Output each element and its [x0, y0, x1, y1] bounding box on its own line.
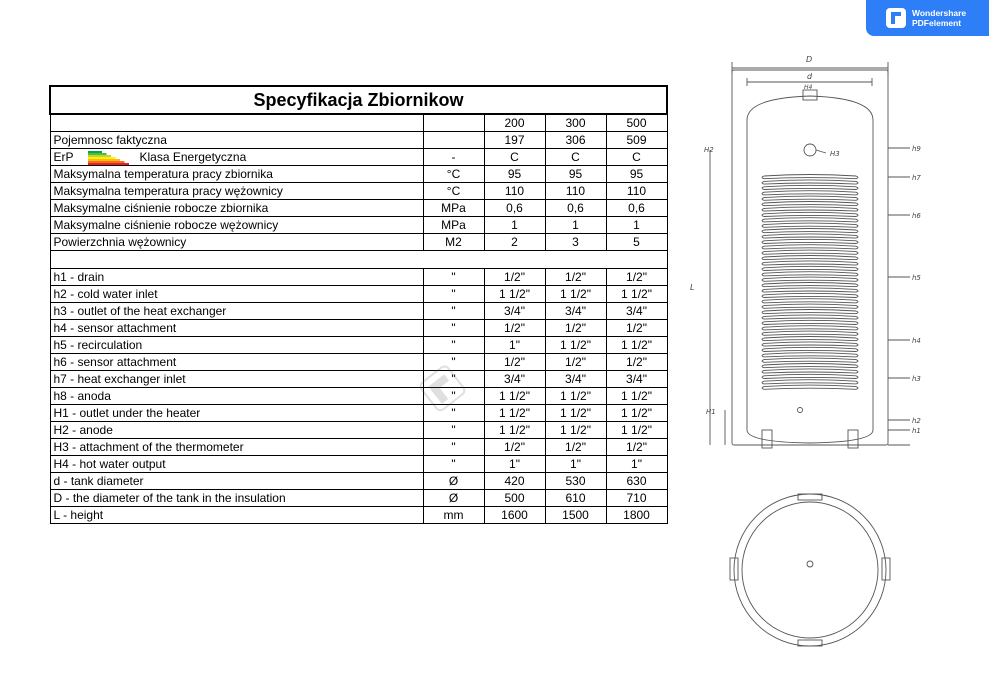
row-value: 3/4" [606, 303, 667, 320]
coil-turn [762, 353, 858, 357]
coil-turn [762, 337, 858, 341]
row-unit: °C [423, 166, 484, 183]
row-value: 1 1/2" [484, 422, 545, 439]
dim-label-h9: h9 [912, 145, 921, 153]
badge-line-1: Wondershare [912, 8, 967, 18]
row-label: Pojemnosc faktyczna [50, 132, 423, 149]
row-value: 3/4" [545, 371, 606, 388]
table-row [50, 405, 667, 422]
coil-turn [762, 347, 858, 351]
row-label: h8 - anoda [50, 388, 423, 405]
table-row [50, 200, 667, 217]
table-row [50, 473, 667, 490]
row-value: 3/4" [606, 371, 667, 388]
coil-turn [762, 315, 858, 319]
row-unit: " [423, 405, 484, 422]
row-label: Maksymalna temperatura pracy wężownicy [50, 183, 423, 200]
coil-turn [762, 191, 858, 195]
row-value: 530 [545, 473, 606, 490]
row-label: h5 - recirculation [50, 337, 423, 354]
row-value: 1" [484, 337, 545, 354]
row-unit: MPa [423, 217, 484, 234]
dim-label-H1: H1 [706, 408, 716, 416]
table-row [50, 286, 667, 303]
tank-technical-drawing [690, 50, 930, 650]
row-unit: MPa [423, 200, 484, 217]
table-row [50, 132, 667, 149]
coil-turn [762, 374, 858, 378]
dim-label-h3: h3 [912, 375, 921, 383]
row-label: H2 - anode [50, 422, 423, 439]
table-row [50, 303, 667, 320]
coil-turn [762, 283, 858, 287]
row-value: 2 [484, 234, 545, 251]
header-capacity-500: 500 [606, 114, 667, 132]
row-value: 1 [545, 217, 606, 234]
row-value: 95 [545, 166, 606, 183]
coil-turn [762, 299, 858, 303]
badge-line-2: PDFelement [912, 18, 962, 28]
dim-label-H4: H4 [804, 84, 813, 91]
row-label: h7 - heat exchanger inlet [50, 371, 423, 388]
row-unit: " [423, 422, 484, 439]
table-row [50, 166, 667, 183]
coil-turn [762, 202, 858, 206]
row-value: 1 1/2" [484, 286, 545, 303]
row-unit: " [423, 354, 484, 371]
coil-turn [762, 288, 858, 292]
row-label-text: Klasa Energetyczna [139, 150, 247, 164]
table-row [50, 490, 667, 507]
row-unit: M2 [423, 234, 484, 251]
coil-turn [762, 239, 858, 243]
table-row [50, 269, 667, 286]
dim-label-h5: h5 [912, 274, 921, 282]
row-value: 1 [484, 217, 545, 234]
spacer-cell [50, 251, 667, 269]
row-value: 0,6 [484, 200, 545, 217]
row-value: 420 [484, 473, 545, 490]
row-value: 197 [484, 132, 545, 149]
row-value: 1 1/2" [545, 337, 606, 354]
row-unit: - [423, 149, 484, 166]
row-unit: " [423, 439, 484, 456]
row-unit: " [423, 269, 484, 286]
row-value: 0,6 [545, 200, 606, 217]
row-label: h1 - drain [50, 269, 423, 286]
erp-label: ErP [53, 150, 74, 164]
coil-turn [762, 358, 858, 362]
row-unit: " [423, 320, 484, 337]
row-value: 1600 [484, 507, 545, 524]
dim-label-L: L [690, 283, 695, 292]
row-value: 1 1/2" [545, 405, 606, 422]
coil-turn [762, 277, 858, 281]
row-value: 1/2" [484, 439, 545, 456]
coil-turn [762, 180, 858, 184]
row-value: 1" [484, 456, 545, 473]
row-label: Powierzchnia wężownicy [50, 234, 423, 251]
table-row [50, 217, 667, 234]
row-value: 1/2" [484, 320, 545, 337]
coil-turn [762, 175, 858, 179]
table-row [50, 371, 667, 388]
row-label: Maksymalne ciśnienie robocze wężownicy [50, 217, 423, 234]
table-row [50, 388, 667, 405]
coil-turn [762, 245, 858, 249]
row-value: 3 [545, 234, 606, 251]
dim-label-h7: h7 [912, 174, 921, 182]
row-value: C [545, 149, 606, 166]
coil-turn [762, 256, 858, 260]
coil-turn [762, 369, 858, 373]
row-value: 1 1/2" [484, 388, 545, 405]
row-value: 710 [606, 490, 667, 507]
coil-turn [762, 196, 858, 200]
coil-turn [762, 234, 858, 238]
row-value: 1 [606, 217, 667, 234]
header-capacity-300: 300 [545, 114, 606, 132]
row-value: 1 1/2" [484, 405, 545, 422]
table-row [50, 234, 667, 251]
row-value: 1/2" [545, 269, 606, 286]
row-value: 1" [606, 456, 667, 473]
dim-label-H3: H3 [830, 150, 840, 158]
row-value: 630 [606, 473, 667, 490]
row-label: d - tank diameter [50, 473, 423, 490]
row-label: Maksymalna temperatura pracy zbiornika [50, 166, 423, 183]
coil-turn [762, 266, 858, 270]
row-value: 1 1/2" [606, 422, 667, 439]
coil-turn [762, 185, 858, 189]
row-value: 1" [545, 456, 606, 473]
row-label: H4 - hot water output [50, 456, 423, 473]
coil-turn [762, 229, 858, 233]
row-value: 1 1/2" [606, 337, 667, 354]
row-value: 610 [545, 490, 606, 507]
row-value: 1 1/2" [545, 422, 606, 439]
row-label: h3 - outlet of the heat exchanger [50, 303, 423, 320]
row-value: 95 [606, 166, 667, 183]
row-value: 1/2" [606, 439, 667, 456]
row-label: h4 - sensor attachment [50, 320, 423, 337]
dim-label-h2: h2 [912, 417, 921, 425]
dim-label-h6: h6 [912, 212, 921, 220]
pdfelement-badge[interactable] [866, 0, 989, 36]
coil-turn [762, 304, 858, 308]
coil-turn [762, 207, 858, 211]
row-unit: " [423, 371, 484, 388]
dim-label-D: D [806, 55, 813, 64]
table-row [50, 354, 667, 371]
row-unit [423, 132, 484, 149]
row-value: 3/4" [545, 303, 606, 320]
table-row [50, 422, 667, 439]
row-value: 1500 [545, 507, 606, 524]
row-label: h2 - cold water inlet [50, 286, 423, 303]
row-label: L - height [50, 507, 423, 524]
row-value: 1 1/2" [545, 388, 606, 405]
row-value: 1/2" [606, 269, 667, 286]
coil-turn [762, 261, 858, 265]
row-unit: Ø [423, 473, 484, 490]
coil-turn [762, 326, 858, 330]
header-capacity-200: 200 [484, 114, 545, 132]
row-value: 110 [484, 183, 545, 200]
coil-turn [762, 342, 858, 346]
table-row [50, 149, 667, 166]
row-value: 3/4" [484, 303, 545, 320]
dim-label-d: d [807, 72, 813, 81]
dim-label-H2: H2 [704, 146, 714, 154]
row-value: 95 [484, 166, 545, 183]
row-value: 1/2" [484, 354, 545, 371]
row-value: 1/2" [606, 320, 667, 337]
coil-turn [762, 293, 858, 297]
row-value: 1/2" [545, 320, 606, 337]
coil-turn [762, 223, 858, 227]
row-label: H3 - attachment of the thermometer [50, 439, 423, 456]
row-value: 110 [606, 183, 667, 200]
row-unit: " [423, 337, 484, 354]
row-unit: " [423, 456, 484, 473]
coil-turn [762, 364, 858, 368]
row-label: Maksymalne ciśnienie robocze zbiornika [50, 200, 423, 217]
row-value: 1 1/2" [545, 286, 606, 303]
coil-turn [762, 250, 858, 254]
dim-label-h4: h4 [912, 337, 921, 345]
table-row [50, 456, 667, 473]
row-value: 509 [606, 132, 667, 149]
coil-turn [762, 320, 858, 324]
row-value: 1 1/2" [606, 405, 667, 422]
row-value: 3/4" [484, 371, 545, 388]
coil-turn [762, 272, 858, 276]
coil-turn [762, 310, 858, 314]
row-value: 1/2" [545, 439, 606, 456]
header-empty-unit [423, 114, 484, 132]
row-value: 1 1/2" [606, 388, 667, 405]
table-row [50, 183, 667, 200]
row-unit: Ø [423, 490, 484, 507]
table-row [50, 507, 667, 524]
row-label: D - the diameter of the tank in the insulation [50, 490, 423, 507]
row-value: 500 [484, 490, 545, 507]
row-unit: " [423, 286, 484, 303]
row-value: 1/2" [545, 354, 606, 371]
table-title: Specyfikacja Zbiornikow [50, 86, 667, 114]
table-spacer-row [50, 251, 667, 269]
row-unit: " [423, 388, 484, 405]
coil-turn [762, 380, 858, 384]
table-row [50, 337, 667, 354]
row-unit: " [423, 303, 484, 320]
row-value: 1 1/2" [606, 286, 667, 303]
row-value: 5 [606, 234, 667, 251]
coil-turn [762, 212, 858, 216]
coil-turn [762, 218, 858, 222]
row-value: C [484, 149, 545, 166]
row-label: H1 - outlet under the heater [50, 405, 423, 422]
row-value: C [606, 149, 667, 166]
row-value: 1/2" [484, 269, 545, 286]
pdfelement-logo-icon [886, 8, 906, 28]
row-unit: mm [423, 507, 484, 524]
table-row [50, 439, 667, 456]
spec-table [49, 85, 668, 524]
row-value: 0,6 [606, 200, 667, 217]
coil-turn [762, 385, 858, 389]
row-label: h6 - sensor attachment [50, 354, 423, 371]
row-label [50, 149, 423, 166]
table-row [50, 320, 667, 337]
dim-label-h1: h1 [912, 427, 921, 435]
row-value: 1/2" [606, 354, 667, 371]
row-value: 306 [545, 132, 606, 149]
row-value: 110 [545, 183, 606, 200]
row-unit: °C [423, 183, 484, 200]
coil-turn [762, 331, 858, 335]
table-header-row [50, 114, 667, 132]
row-value: 1800 [606, 507, 667, 524]
header-empty-label [50, 114, 423, 132]
energy-class-scale-icon [88, 151, 134, 165]
